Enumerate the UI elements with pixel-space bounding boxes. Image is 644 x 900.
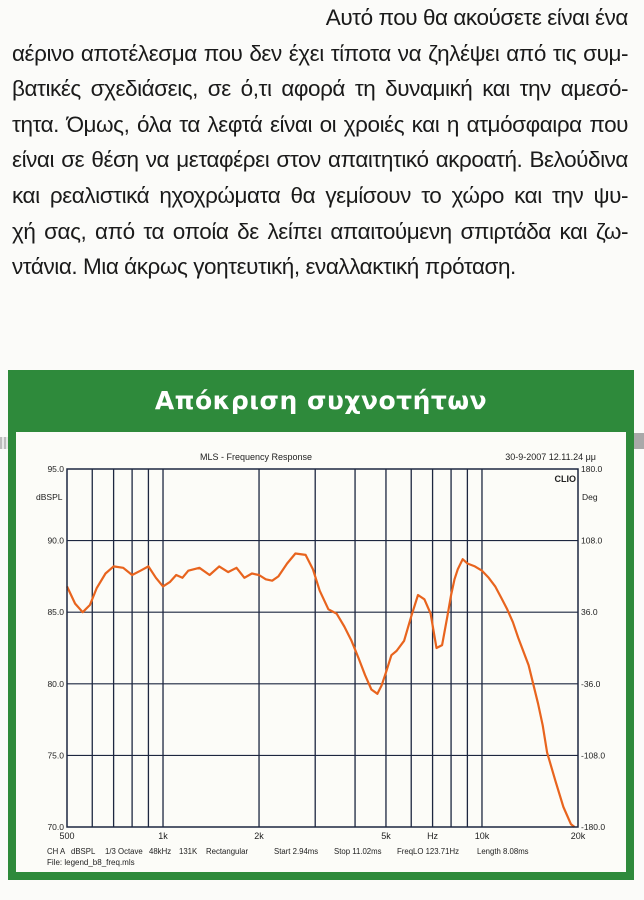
footer-setting: Length 8.08ms	[477, 847, 529, 856]
y-tick-label-right: 36.0	[581, 607, 598, 618]
magnitude-series-line	[67, 554, 575, 828]
footer-setting: Start 2.94ms	[274, 847, 319, 856]
article-line: αέρινο αποτέλεσμα που δεν έχει τίποτα να ζηλέψει από τις συμ-	[12, 40, 628, 66]
x-tick-label: 500	[59, 831, 75, 841]
x-tick-label: 5k	[381, 831, 391, 841]
chart-timestamp: 30-9-2007 12.11.24 μμ	[505, 452, 596, 462]
footer-setting: Rectangular	[206, 847, 249, 856]
x-tick-label: 20k	[570, 831, 586, 841]
footer-setting: Stop 11.02ms	[334, 847, 382, 856]
plot-border	[67, 469, 578, 827]
article-line: χή σας, από τα οποία δε λείπει απαιτούμενη σπιρτάδα και ζω-	[12, 218, 628, 244]
article-line: και ρεαλιστικά ηχοχρώματα θα γεμίσουν το χώρο και την ψυ-	[12, 182, 628, 208]
y-tick-label-left: 70.0	[47, 822, 64, 832]
footer-setting: FreqLO 123.71Hz	[397, 847, 459, 856]
footer-setting: CH A	[47, 847, 66, 856]
y-tick-label-right: 180.0	[581, 464, 603, 474]
brand-logo: CLIO	[554, 474, 576, 484]
panel-title: Απόκριση συχνοτήτων	[154, 386, 488, 415]
article-text	[12, 0, 628, 285]
article-line: Αυτό που θα ακούσετε είναι ένα	[325, 5, 628, 30]
y-tick-label-left: 80.0	[47, 678, 64, 689]
y-tick-label-right: 108.0	[581, 535, 603, 546]
x-tick-label: Hz	[427, 831, 439, 841]
y-tick-label-left: 95.0	[47, 464, 64, 474]
y-tick-label-left: 75.0	[47, 750, 64, 761]
article-line: βατικές σχεδιάσεις, σε ό,τι αφορά τη δυναμική και την αμεσό-	[12, 76, 628, 102]
y-tick-label-left: 90.0	[47, 535, 64, 546]
frequency-response-chart	[16, 432, 626, 872]
footer-setting: dBSPL	[71, 847, 96, 856]
chart-title: MLS - Frequency Response	[199, 452, 313, 462]
x-tick-label: 10k	[474, 831, 490, 841]
footer-setting: 1/3 Octave	[105, 847, 143, 856]
footer-setting: 131K	[179, 847, 198, 856]
y-tick-label-right: -108.0	[581, 750, 606, 761]
y-axis-label-left: dBSPL	[36, 492, 63, 502]
x-tick-label: 1k	[158, 831, 168, 841]
article-line: είναι σε θέση να μεταφέρει στον απαιτητικό ακροατή. Βελούδινα	[12, 147, 628, 173]
file-label: File: legend_b8_freq.mls	[47, 858, 135, 867]
y-tick-label-right: -36.0	[581, 678, 601, 689]
footer-setting: 48kHz	[149, 847, 172, 856]
y-tick-label-right: -180.0	[581, 822, 606, 832]
article-line: τητα. Όμως, όλα τα λεφτά είναι οι χροιές και η ατμόσφαιρα που	[12, 111, 628, 137]
y-tick-label-left: 85.0	[47, 607, 64, 618]
x-tick-label: 2k	[254, 831, 264, 841]
article-line: ντάνια. Μια άκρως γοητευτική, εναλλακτική πρόταση.	[12, 254, 516, 280]
y-axis-label-right: Deg	[582, 492, 598, 502]
